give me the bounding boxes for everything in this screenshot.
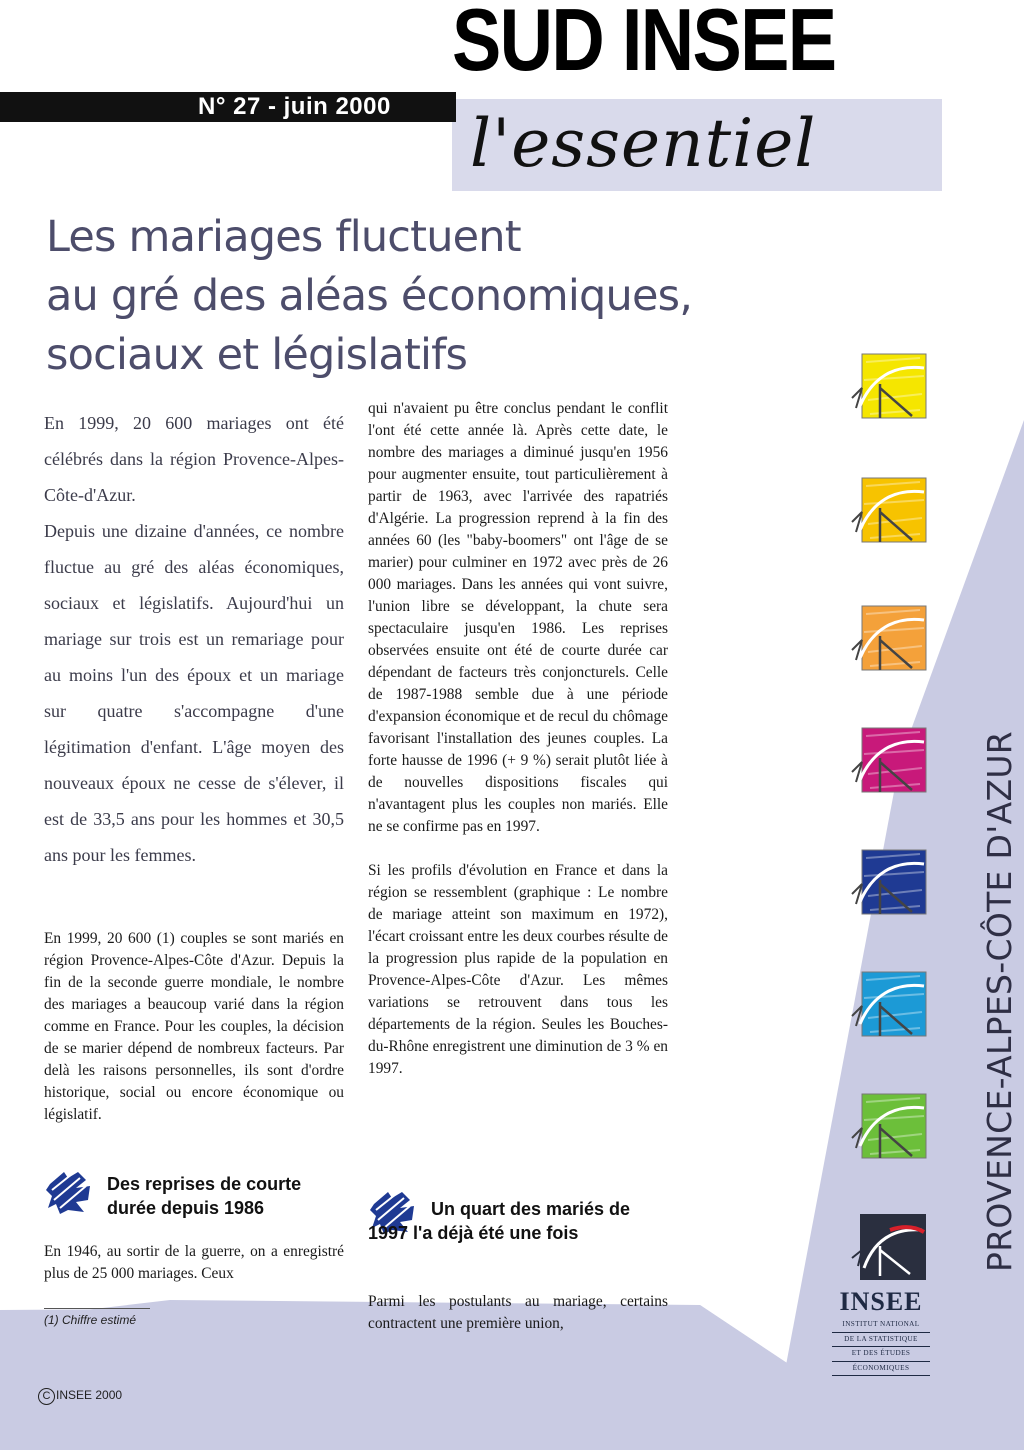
insee-logo-green-icon xyxy=(850,1090,932,1164)
insee-logo-orange-icon xyxy=(850,602,932,676)
footnote: (1) Chiffre estimé xyxy=(44,1313,137,1327)
insee-line: DE LA STATISTIQUE xyxy=(832,1333,930,1348)
copyright xyxy=(38,1388,122,1405)
issue-number: N° 27 - juin 2000 xyxy=(198,93,391,120)
insee-fullname xyxy=(826,1318,936,1376)
body-column-2 xyxy=(368,398,668,1080)
insee-line: ÉCONOMIQUES xyxy=(832,1362,930,1377)
insee-logo-magenta-icon xyxy=(850,724,932,798)
copyright-icon: C xyxy=(38,1388,55,1405)
insee-line: ET DES ÉTUDES xyxy=(832,1347,930,1362)
footnote-divider xyxy=(44,1308,150,1309)
body-paragraph: En 1999, 20 600 (1) couples se sont mariés en région Provence-Alpes-Côte d'Azur. Depuis la fin de la seconde guerre mondiale, le nombre des mariages a beaucoup varié dans la région comme en France. Pour les couples, la décision de se marier dépend de nombreux facteurs. Par delà les raisons personnelles, ils sont d'ordre historique, social ou encore économique ou législatif. xyxy=(44,930,344,1123)
body-paragraph: En 1946, au sortir de la guerre, on a enregistré plus de 25 000 mariages. Ceux xyxy=(44,1243,344,1282)
publication-subtitle: l'essentiel xyxy=(470,105,817,182)
insee-line: INSTITUT NATIONAL xyxy=(832,1318,930,1333)
copyright-text: INSEE 2000 xyxy=(56,1388,123,1402)
body-column-1 xyxy=(44,928,344,1126)
insee-logo-gold-icon xyxy=(850,474,932,548)
title-line: Les mariages fluctuent xyxy=(46,212,521,262)
section-heading: Des reprises de courte durée depuis 1986 xyxy=(107,1174,302,1218)
body-paragraph: qui n'avaient pu être conclus pendant le conflit l'ont été cette année là. Après cette date, le nombre des mariages a diminué jusqu'en 1956 pour augmenter ensuite, tout particulièrement à partir de 1963, avec l'arrivée des rapatriés d'Algérie. La progression reprend à la fin des années 60 (les "baby-boomers" ont l'âge de se marier) pour culminer en 1972 avec près de 26 000 mariages. Dans les années qui vont suivre, l'union libre se développant, la chute sera spectaculaire jusqu'en 1986. Les reprises observées ensuite ont été de courte durée car dépendant de facteurs très conjoncturels. Celle de 1987-1988 semble due à une période d'expansion économique et de recul du chômage favorisant l'installation des jeunes couples. La forte hausse de 1996 (+ 9 %) serait plutôt liée à de nouvelles dispositions fiscales qui n'avantagent plus les couples non mariés. Elle ne se confirme pas en 1997. xyxy=(368,400,668,835)
title-line: au gré des aléas économiques, xyxy=(46,271,693,321)
intro-text xyxy=(44,405,344,873)
insee-name: INSEE xyxy=(839,1287,923,1316)
insee-logo-yellow-icon xyxy=(850,350,932,424)
article-title xyxy=(46,208,746,385)
insee-logo-icon xyxy=(850,1210,932,1284)
insee-logo-cyan-icon xyxy=(850,968,932,1042)
brand-title: SUD INSEE xyxy=(452,0,836,89)
region-label: PROVENCE-ALPES-CÔTE D'AZUR xyxy=(980,730,1019,1272)
body-paragraph: Si les profils d'évolution en France et dans la région se ressemblent (graphique : Le nombre de mariage atteint son maximum en 1972), l'écart croissant entre les deux courbes résulte de la progression plus rapide de la population en Provence-Alpes-Côte d'Azur. Les mêmes variations se retrouvent dans tous les départements de la région. Seules les Bouches-du-Rhône enregistrent une diminution de 3 % en 1997. xyxy=(368,862,668,1077)
insee-logo-navy-icon xyxy=(850,846,932,920)
intro-paragraph: Depuis une dizaine d'années, ce nombre fluctue au gré des aléas économiques, sociaux et législatifs. Aujourd'hui un mariage sur trois est un remariage pour au moins l'un des époux et un mariage sur quatre s'accompagne d'une légitimation d'enfant. L'âge moyen des nouveaux époux ne cesse de s'élever, il est de 33,5 ans pour les hommes et 30,5 ans pour les femmes. xyxy=(44,521,344,865)
section-marker-icon xyxy=(46,1170,92,1214)
title-line: sociaux et législatifs xyxy=(46,330,468,380)
body-paragraph: Parmi les postulants au mariage, certains contractent une première union, xyxy=(368,1293,668,1332)
intro-paragraph: En 1999, 20 600 mariages ont été célébrés dans la région Provence-Alpes-Côte-d'Azur. xyxy=(44,413,344,505)
section-heading: Un quart des mariés de 1997 l'a déjà été une fois xyxy=(368,1199,631,1243)
